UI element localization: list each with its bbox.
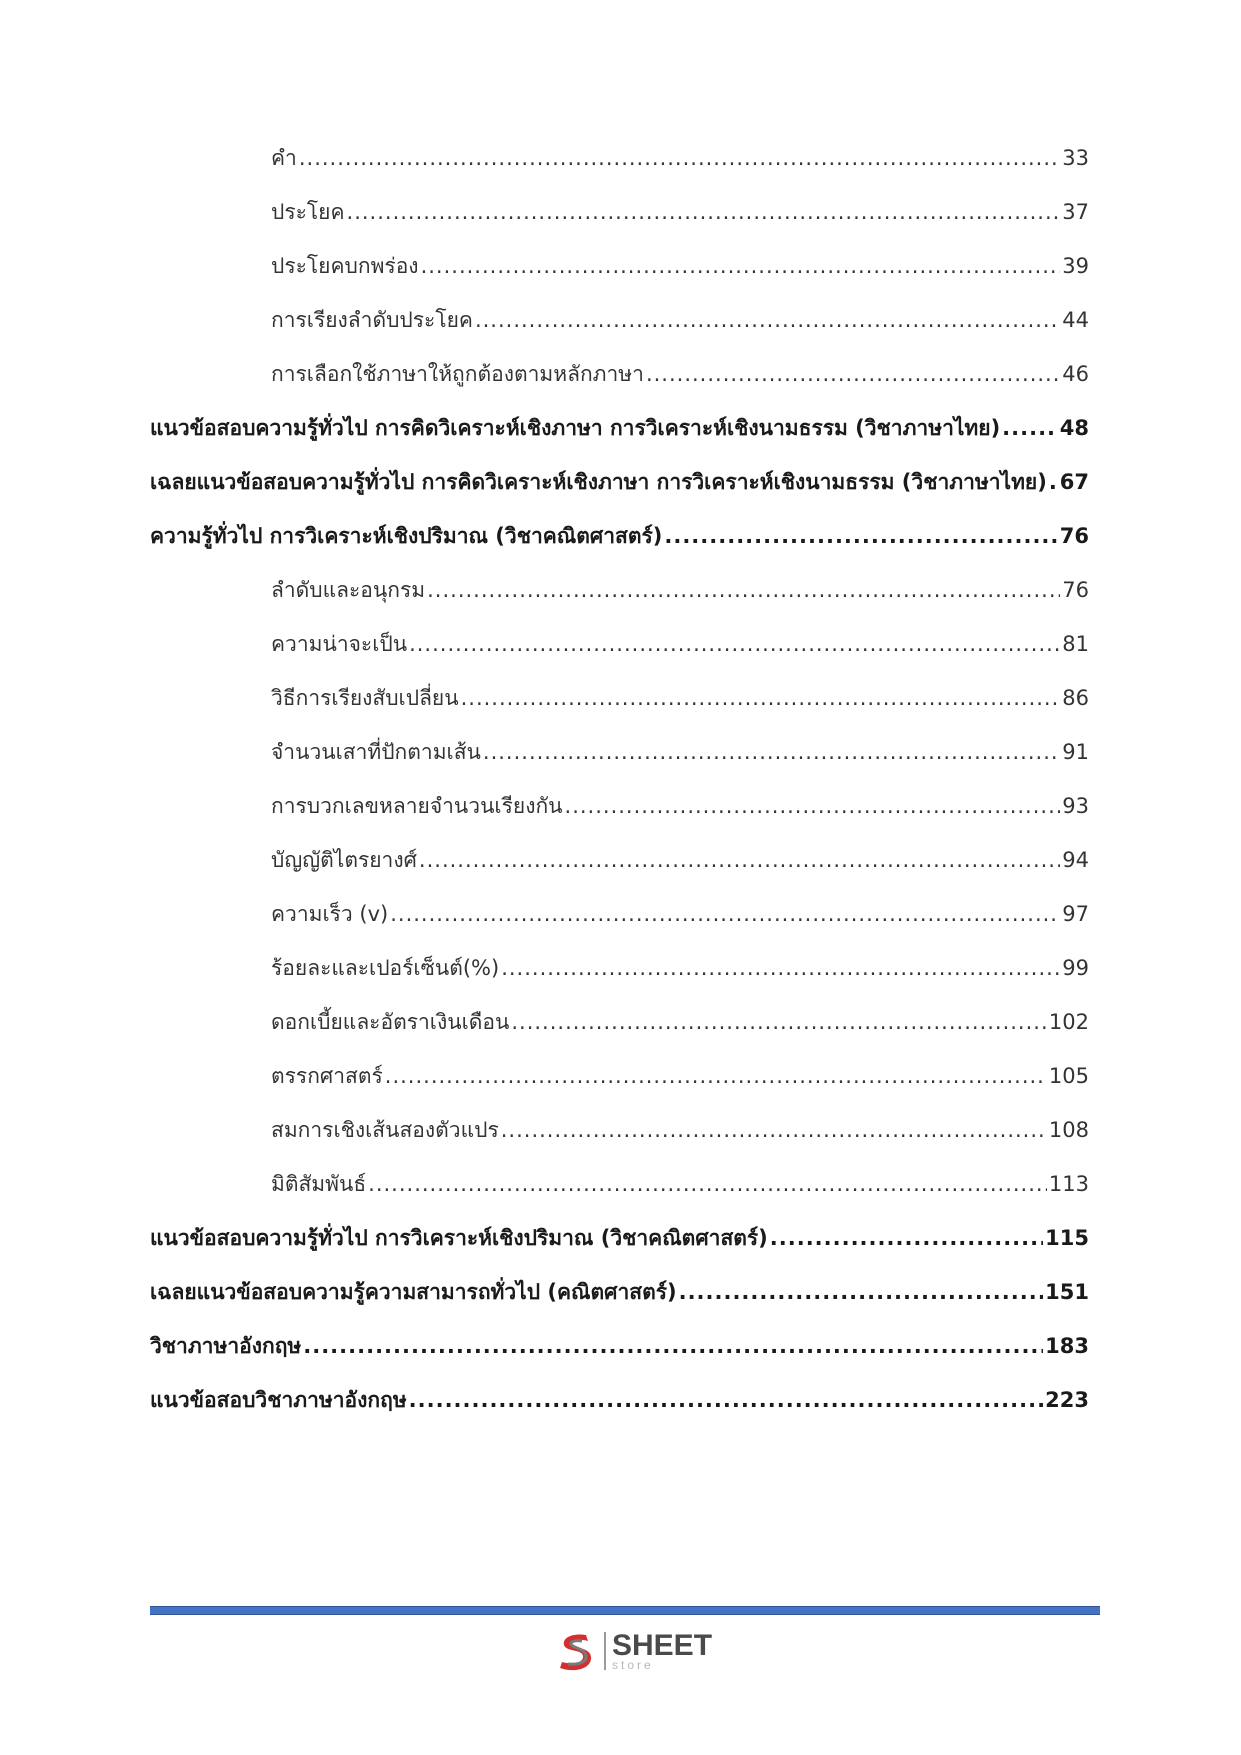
toc-entry[interactable]	[271, 781, 1089, 821]
toc-entry-title: วิธีการเรียงสับเปลี่ยน	[271, 686, 459, 710]
toc-entry[interactable]	[271, 1159, 1089, 1199]
toc-leader-dots	[501, 953, 1060, 983]
toc-entry-page: 44	[1062, 308, 1089, 332]
toc-leader-dots	[421, 251, 1061, 281]
toc-section[interactable]	[150, 1321, 1089, 1361]
toc-entry[interactable]	[271, 565, 1089, 605]
toc-leader-dots	[501, 1115, 1047, 1145]
toc-leader-dots	[475, 305, 1060, 335]
toc-entry[interactable]	[271, 1051, 1089, 1091]
toc-section-title: ความรู้ทั่วไป การวิเคราะห์เชิงปริมาณ (วิชาคณิตศาสตร์)	[150, 524, 663, 548]
toc-leader-dots	[461, 683, 1061, 713]
toc-section-title: เฉลยแนวข้อสอบความรู้ทั่วไป การคิดวิเคราะห์เชิงภาษา การวิเคราะห์เชิงนามธรรม (วิชาภาษาไทย)	[150, 470, 1047, 494]
toc-entry-page: 86	[1062, 686, 1089, 710]
toc-entry-title: ประโยค	[271, 200, 345, 224]
toc-section-page: 223	[1045, 1388, 1089, 1412]
toc-entry[interactable]	[271, 1105, 1089, 1145]
toc-entry-page: 102	[1048, 1010, 1089, 1034]
toc-entry-page: 93	[1062, 794, 1089, 818]
toc-leader-dots	[565, 791, 1061, 821]
toc-entry-title: บัญญัติไตรยางศ์	[271, 848, 417, 872]
toc-leader-dots	[303, 1331, 1043, 1361]
sheet-store-s-logo-icon	[552, 1627, 600, 1675]
toc-section[interactable]	[150, 511, 1089, 551]
toc-entry[interactable]	[271, 943, 1089, 983]
toc-entry-title: ดอกเบี้ยและอัตราเงินเดือน	[271, 1010, 510, 1034]
toc-leader-dots	[390, 899, 1060, 929]
toc-entry-page: 108	[1048, 1118, 1089, 1142]
toc-leader-dots	[1002, 413, 1058, 443]
toc-section[interactable]	[150, 1267, 1089, 1307]
toc-entry-title: ความเร็ว (v)	[271, 902, 389, 926]
toc-leader-dots	[1049, 467, 1058, 497]
logo-subword: store	[612, 1658, 654, 1672]
toc-entry-title: ความน่าจะเป็น	[271, 632, 408, 656]
toc-section-title: วิชาภาษาอังกฤษ	[150, 1334, 302, 1358]
toc-entry-title: ลำดับและอนุกรม	[271, 578, 426, 602]
toc-entry[interactable]	[271, 349, 1089, 389]
toc-entry[interactable]	[271, 187, 1089, 227]
toc-leader-dots	[409, 629, 1060, 659]
toc-entry[interactable]	[271, 673, 1089, 713]
footer-rule	[150, 1606, 1100, 1615]
toc-entry[interactable]	[271, 619, 1089, 659]
toc-entry-title: จำนวนเสาที่ปักตามเส้น	[271, 740, 481, 764]
logo-text	[612, 1631, 712, 1671]
toc-leader-dots	[483, 737, 1060, 767]
toc-section-title: แนวข้อสอบความรู้ทั่วไป การวิเคราะห์เชิงปริมาณ (วิชาคณิตศาสตร์)	[150, 1226, 768, 1250]
toc-entry-page: 76	[1062, 578, 1089, 602]
toc-leader-dots	[770, 1223, 1043, 1253]
toc-entry[interactable]	[271, 835, 1089, 875]
toc-entry-title: การเลือกใช้ภาษาให้ถูกต้องตามหลักภาษา	[271, 362, 644, 386]
toc-section-page: 67	[1059, 470, 1089, 494]
toc-entry-page: 46	[1062, 362, 1089, 386]
toc-section[interactable]	[150, 457, 1089, 497]
toc-section-title: แนวข้อสอบวิชาภาษาอังกฤษ	[150, 1388, 407, 1412]
toc-entry-page: 105	[1048, 1064, 1089, 1088]
toc-section-page: 115	[1045, 1226, 1089, 1250]
toc-section[interactable]	[150, 1213, 1089, 1253]
toc-entry-title: ประโยคบกพร่อง	[271, 254, 419, 278]
toc-entry-title: คำ	[271, 146, 297, 170]
toc-entry-title: ตรรกศาสตร์	[271, 1064, 383, 1088]
toc-leader-dots	[427, 575, 1060, 605]
toc-leader-dots	[409, 1385, 1044, 1415]
toc-entry-page: 81	[1062, 632, 1089, 656]
toc-entry[interactable]	[271, 889, 1089, 929]
toc-section-page: 48	[1059, 416, 1089, 440]
toc-entry-page: 113	[1048, 1172, 1089, 1196]
toc-entry-page: 94	[1062, 848, 1089, 872]
toc-section[interactable]	[150, 1375, 1089, 1415]
toc-section-page: 183	[1045, 1334, 1089, 1358]
toc-entry[interactable]	[271, 133, 1089, 173]
toc-entry-title: การเรียงลำดับประโยค	[271, 308, 473, 332]
toc-entry-page: 99	[1062, 956, 1089, 980]
toc-entry-title: มิติสัมพันธ์	[271, 1172, 367, 1196]
toc-entry-title: ร้อยละและเปอร์เซ็นต์(%)	[271, 956, 500, 980]
toc-leader-dots	[368, 1169, 1047, 1199]
logo-word: SHEET	[612, 1629, 713, 1662]
toc-section-title: เฉลยแนวข้อสอบความรู้ความสามารถทั่วไป (คณิตศาสตร์)	[150, 1280, 677, 1304]
sheet-store-logo	[552, 1625, 722, 1677]
toc-entry[interactable]	[271, 295, 1089, 335]
toc-leader-dots	[511, 1007, 1047, 1037]
toc-entry-page: 91	[1062, 740, 1089, 764]
toc-entry-page: 33	[1062, 146, 1089, 170]
logo-divider	[604, 1632, 606, 1670]
toc-leader-dots	[419, 845, 1060, 875]
toc-section-title: แนวข้อสอบความรู้ทั่วไป การคิดวิเคราะห์เชิงภาษา การวิเคราะห์เชิงนามธรรม (วิชาภาษาไทย)	[150, 416, 1001, 440]
toc-section-page: 151	[1045, 1280, 1089, 1304]
toc-entry[interactable]	[271, 727, 1089, 767]
toc-section-page: 76	[1059, 524, 1089, 548]
toc-entry-page: 37	[1062, 200, 1089, 224]
toc-entry[interactable]	[271, 241, 1089, 281]
toc-leader-dots	[646, 359, 1060, 389]
toc-leader-dots	[299, 143, 1060, 173]
toc-entry-title: สมการเชิงเส้นสองตัวแปร	[271, 1118, 499, 1142]
toc-leader-dots	[385, 1061, 1047, 1091]
toc-entry-title: การบวกเลขหลายจำนวนเรียงกัน	[271, 794, 563, 818]
toc-entry-page: 39	[1062, 254, 1089, 278]
toc-section[interactable]	[150, 403, 1089, 443]
toc-entry-page: 97	[1062, 902, 1089, 926]
toc-leader-dots	[347, 197, 1061, 227]
toc-entry[interactable]	[271, 997, 1089, 1037]
toc-leader-dots	[664, 521, 1057, 551]
toc-leader-dots	[679, 1277, 1044, 1307]
